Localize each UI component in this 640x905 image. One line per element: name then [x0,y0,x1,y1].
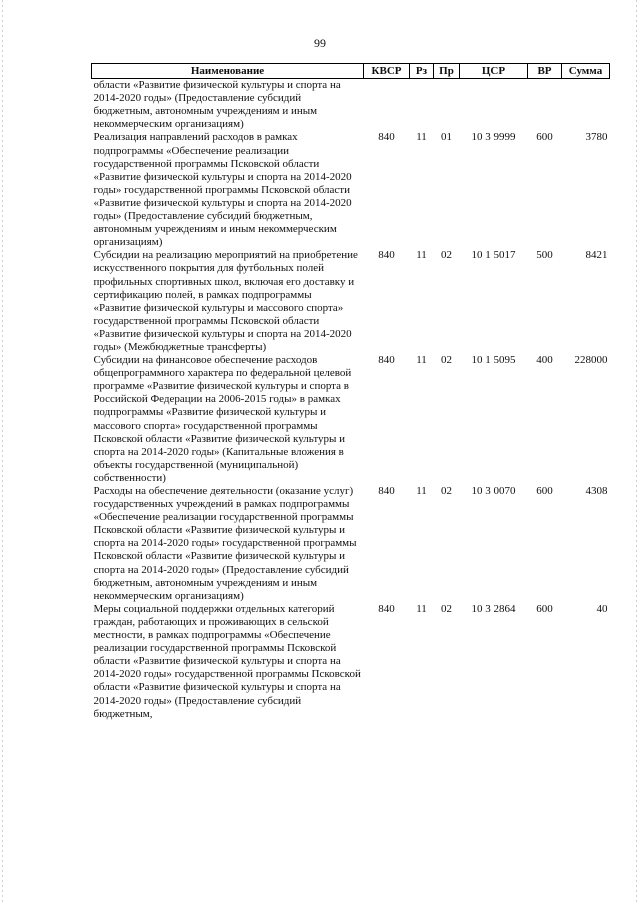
row-vr [528,79,562,132]
budget-table [91,63,610,721]
row-csr: 10 3 2864 [471,602,516,615]
header-vr: ВР [528,64,562,79]
row-pr: 01 [441,131,452,144]
row-name: Субсидии на финансовое обеспечение расходов общепрограммного характера по федеральной целевой программе «Развитие физической культуры и спорта в Российской Федерации на 2006-2015 годы» в рамках подпрограммы «Развитие физической культуры и массового спорта» государственной программы Псковской области «Развитие физической культуры и спорта на 2014-2020 годы» (Капитальные вложения в объекты государственной (муниципальной) собственности) [93,354,352,484]
row-pr: 02 [441,354,452,367]
row-rz: 11 [416,602,427,615]
row-kvsr: 840 [378,354,395,367]
row-pr [434,79,460,132]
row-sum: 3780 [585,131,608,144]
row-kvsr: 840 [378,485,395,497]
row-name: области «Развитие физической культуры и спорта на 2014-2020 годы» (Предоставление субсидий бюджетным, автономным учреждениям и иным некоммерческим организациям) [93,79,341,131]
row-vr: 400 [536,354,553,367]
header-name: Наименование [92,64,364,79]
row-rz: 11 [416,485,427,497]
row-sum: 4308 [585,485,608,497]
row-kvsr [364,79,410,132]
row-name: Меры социальной поддержки отдельных категорий граждан, работающих и проживающих в сельской местности, в рамках подпрограммы «Обеспечение реализации государственной программы Псковской области «Развитие физической культуры и спорта на 2014-2020 годы» государственной программы Псковской области «Развитие физической культуры и спорта на 2014-2020 годы» (Предоставление субсидий бюджетным, [93,602,361,720]
row-csr: 10 1 5095 [471,354,516,367]
header-rz: Рз [410,64,434,79]
table-row [92,131,610,249]
row-kvsr: 840 [378,249,395,262]
row-csr: 10 3 9999 [471,131,516,144]
row-name: Реализация направлений расходов в рамках подпрограммы «Обеспечение реализации государственной программы Псковской области «Развитие физической культуры и спорта на 2014-2020 годы» государственной программы Псковской области «Развитие физической культуры и спорта на 2014-2020 годы» (Предоставление субсидий бюджетным, автономным учреждениям и иным некоммерческим организациям) [93,131,352,249]
scan-edge-right [636,0,637,905]
row-vr: 600 [536,485,553,497]
row-csr: 10 1 5017 [471,249,516,262]
row-sum: 40 [596,602,608,615]
header-sum: Сумма [562,64,610,79]
row-csr [460,79,528,132]
table-row [92,485,610,603]
row-sum: 228000 [574,354,608,367]
row-kvsr: 840 [378,131,395,144]
table-header-row [92,64,610,79]
header-pr: Пр [434,64,460,79]
row-vr: 600 [536,131,553,144]
page-number: 99 [314,36,326,50]
row-vr: 500 [536,249,553,262]
row-sum [562,79,610,132]
header-kvsr: КВСР [364,64,410,79]
row-name: Расходы на обеспечение деятельности (оказание услуг) государственных учреждений в рамках подпрограммы «Обеспечение реализации государственной программы Псковской области «Развитие физической культуры и спорта на 2014-2020 годы» государственной программы Псковской области «Развитие физической культуры и спорта на 2014-2020 годы» (Предоставление субсидий бюджетным, автономным учреждениям и иным некоммерческим организациям) [93,485,357,602]
row-pr: 02 [441,249,452,262]
table-row [92,603,610,721]
scan-edge-left [2,0,3,905]
row-rz: 11 [416,354,427,367]
table-row [92,354,610,485]
row-rz [410,79,434,132]
row-pr: 02 [441,602,452,615]
row-kvsr: 840 [378,602,395,615]
header-csr: ЦСР [460,64,528,79]
row-pr: 02 [441,485,452,497]
row-rz: 11 [416,131,427,144]
row-name: Субсидии на реализацию мероприятий на приобретение искусственного покрытия для футбольных полей профильных спортивных школ, включая его доставку и сертификацию полей, в рамках подпрограммы «Развитие физической культуры и массового спорта» государственной программы Псковской области «Развитие физической культуры и спорта на 2014-2020 годы» (Межбюджетные трансферты) [93,249,358,353]
table-row [92,79,610,132]
row-rz: 11 [416,249,427,262]
row-sum: 8421 [585,249,608,262]
row-csr: 10 3 0070 [471,485,516,497]
table-row [92,249,610,354]
row-vr: 600 [536,602,553,615]
